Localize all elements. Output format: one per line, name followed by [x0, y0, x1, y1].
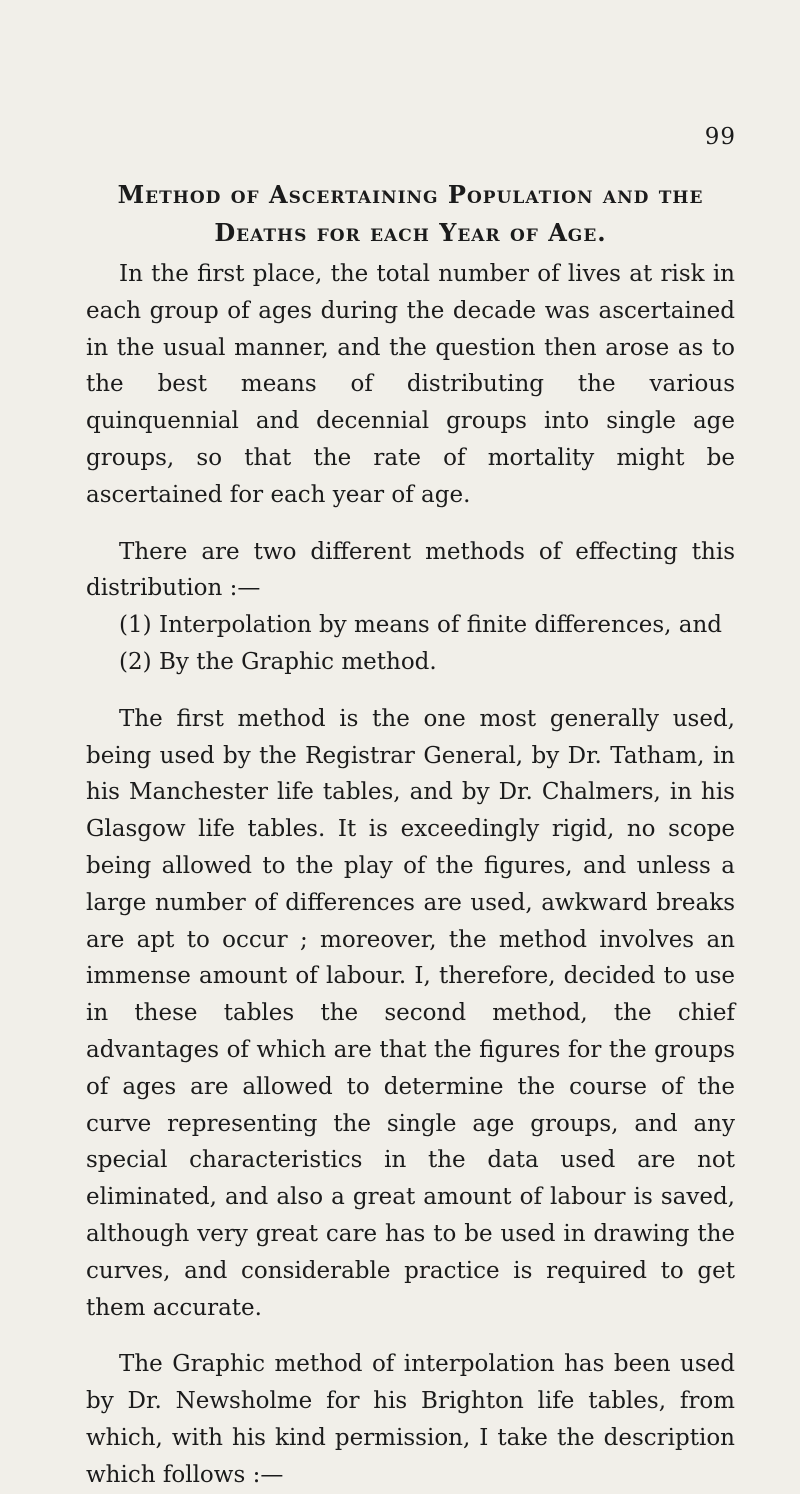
methods-list	[86, 607, 735, 681]
list-item-number: (1)	[119, 612, 152, 639]
paragraph-2: There are two different methods of effecting this distribution :—	[86, 538, 735, 602]
section-heading	[86, 176, 735, 252]
paragraph-3: The first method is the one most generally used, being used by the Registrar General, by Dr. Tatham, in his Manchester life tables, and by Dr. Chalmers, in his Glasgow life tables. It is exceedingly rigid, no scope being allowed to the play of the figures, and unless a large number of differences are used, awkward breaks are apt to occur ; moreover, the method involves an immense amount of labour. I, therefore, decided to use in these tables the second method, the chief advantages of which are that the figures for the groups of ages are allowed to determine the course of the curve representing the single age groups, and any special characteristics in the data used are not eliminated, and also a great amount of labour is saved, although very great care has to be used in drawing the curves, and considerable practice is required to get them accurate.	[86, 705, 735, 1321]
list-item	[86, 644, 735, 681]
heading-line-1: Method of Ascertaining Population and the	[117, 180, 704, 209]
paragraph-4: The Graphic method of interpolation has been used by Dr. Newsholme for his Brighton life tables, from which, with his kind permission, I take the description which follows :—	[86, 1351, 735, 1488]
paragraph-1: In the first place, the total number of lives at risk in each group of ages during the decade was ascertained in the usual manner, and the question then arose as to the best means of distributing the various quinquennial and decennial groups into single age groups, so that the rate of mortality might be ascertained for each year of age.	[86, 261, 735, 508]
heading-line-2: Deaths for each Year of Age.	[214, 218, 607, 247]
text-block	[86, 176, 735, 1494]
list-item-text: Interpolation by means of finite differences, and	[159, 612, 723, 639]
list-item	[86, 607, 735, 644]
list-item-text: By the Graphic method.	[159, 648, 437, 675]
page-number: 99	[704, 124, 736, 150]
list-item-number: (2)	[119, 648, 152, 675]
